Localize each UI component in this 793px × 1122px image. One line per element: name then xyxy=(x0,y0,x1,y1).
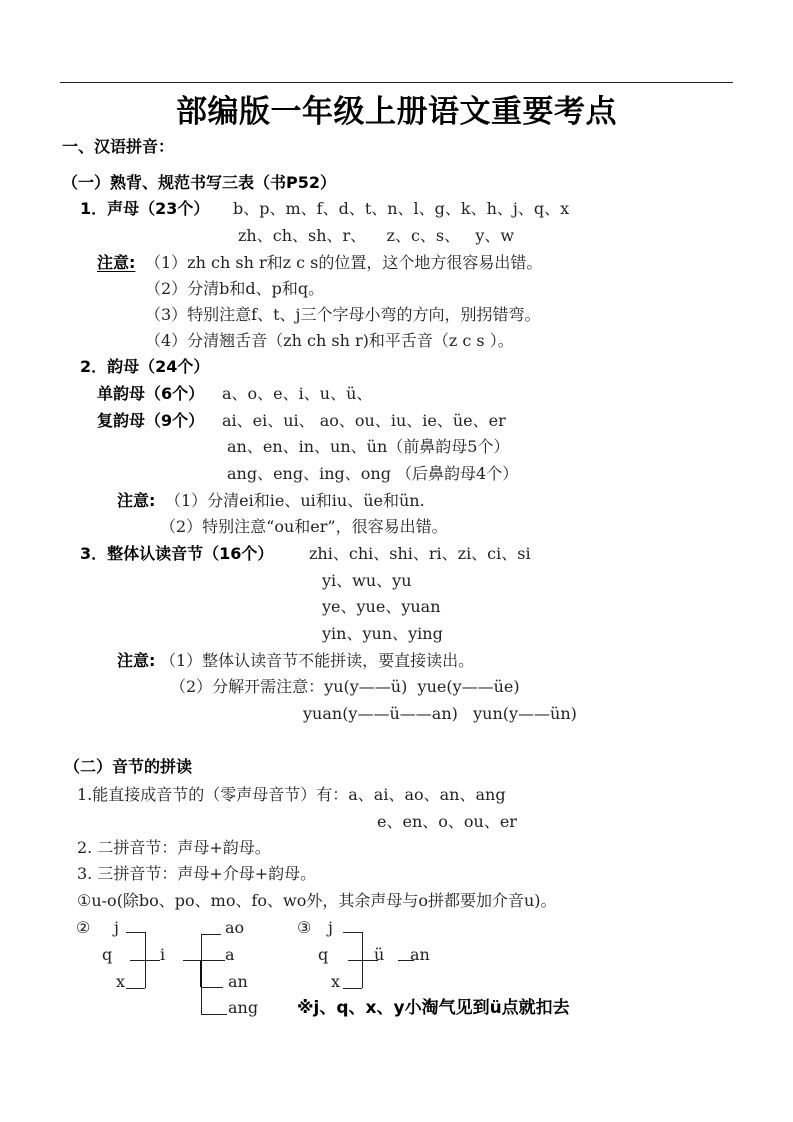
zhengti-note-1: （1）整体认读音节不能拼读，要直接读出。 xyxy=(160,651,475,670)
syllable-item-uo: ①u-o(除bo、po、mo、fo、wo外，其余声母与o拼都要加介音u)。 xyxy=(77,891,557,910)
zhengti-row-3: ye、yue、yuan xyxy=(322,597,441,616)
connector-line xyxy=(183,960,225,961)
branch-line xyxy=(200,960,202,987)
diagram-3-final: an xyxy=(410,945,430,964)
diagram-3-marker: ③ xyxy=(297,918,312,937)
mnemonic-tip: ※j、q、x、y小淘气见到ü点就扣去 xyxy=(297,998,570,1018)
header-rule xyxy=(60,82,733,83)
connector-line xyxy=(130,960,160,961)
zhengti-note-3: yuan(y——ü——an) yun(y——ün) xyxy=(303,704,577,723)
front-nasal-finals: an、en、in、un、ün（前鼻韵母5个） xyxy=(227,437,510,456)
diagram-2-final-ang: ang xyxy=(228,998,259,1017)
shengmu-note-1: （1）zh ch sh r和z c s的位置，这个地方很容易出错。 xyxy=(145,253,543,272)
branch-line xyxy=(201,1014,227,1015)
back-nasal-finals: ang、eng、ing、ong （后鼻韵母4个） xyxy=(227,464,519,483)
zhengti-note-2: （2）分解开需注意：yu(y——ü) yue(y——üe) xyxy=(170,677,520,696)
diagram-2-final-ao: ao xyxy=(225,918,245,937)
syllable-item-3: 3. 三拼音节：声母+介母+韵母。 xyxy=(77,864,317,883)
diagram-3-initial-j: j xyxy=(328,918,333,937)
diagram-2-marker: ② xyxy=(76,918,91,937)
zhengti-row-2: yi、wu、yu xyxy=(322,571,412,590)
zhengti-note-label: 注意: xyxy=(117,651,156,670)
bracket-line xyxy=(343,988,362,989)
diagram-3-initial-x: x xyxy=(331,972,341,991)
zhengti-row-4: yin、yun、ying xyxy=(322,624,443,643)
shengmu-row-1: b、p、m、f、d、t、n、l、g、k、h、j、q、x xyxy=(233,199,570,218)
yunmu-note-label: 注意: xyxy=(117,491,156,510)
zhengti-row-1: zhi、chi、shi、ri、zi、ci、si xyxy=(309,544,531,563)
section-heading-pinyin: 一、汉语拼音： xyxy=(62,137,175,156)
diagram-2-initial-j: j xyxy=(114,918,119,937)
shengmu-note-2: （2）分清b和d、p和q。 xyxy=(145,279,325,298)
diagram-2-initial-q: q xyxy=(102,945,113,964)
compound-yunmu-value: ai、ei、ui、 ao、ou、iu、ie、üe、er xyxy=(222,411,506,430)
diagram-3-medial: ü xyxy=(374,945,385,964)
syllable-item-2: 2. 二拼音节：声母+韵母。 xyxy=(77,838,271,857)
diagram-3-initial-q: q xyxy=(318,945,329,964)
zhengti-label: 3．整体认读音节（16个） xyxy=(80,544,274,563)
diagram-2-final-a: a xyxy=(225,945,235,964)
yunmu-note-2: （2）特别注意“ou和er”，很容易出错。 xyxy=(160,517,448,536)
single-yunmu-label: 单韵母（6个） xyxy=(97,384,205,403)
yunmu-label: 2．韵母（24个） xyxy=(80,357,210,376)
shengmu-note-4: （4）分清翘舌音（zh ch sh r)和平舌音（z c s ）。 xyxy=(145,331,514,350)
syllable-item-1-cont: e、en、o、ou、er xyxy=(377,812,517,831)
bracket-line xyxy=(126,932,145,933)
diagram-2-medial: i xyxy=(160,945,166,964)
subsection-heading-three-tables: （一）熟背、规范书写三表（书P52） xyxy=(62,173,336,192)
yunmu-note-1: （1）分清ei和ie、ui和iu、üe和ün. xyxy=(165,491,425,510)
syllable-item-1: 1.能直接成音节的（零声母音节）有：a、ai、ao、an、ang xyxy=(77,785,506,804)
shengmu-row-2: zh、ch、sh、r、 z、c、s、 y、w xyxy=(238,226,515,245)
page-title: 部编版一年级上册语文重要考点 xyxy=(176,94,617,130)
subsection-heading-syllable-reading: （二）音节的拼读 xyxy=(64,757,193,776)
compound-yunmu-label: 复韵母（9个） xyxy=(97,411,205,430)
shengmu-note-label: 注意: xyxy=(97,253,136,272)
shengmu-label: 1．声母（23个） xyxy=(80,199,210,218)
diagram-2-final-an: an xyxy=(228,972,248,991)
bracket-line xyxy=(126,988,145,989)
single-yunmu-value: a、o、e、i、u、ü、 xyxy=(222,384,373,403)
bracket-line xyxy=(343,932,362,933)
branch-line xyxy=(201,934,221,935)
shengmu-note-3: （3）特别注意f、t、j三个字母小弯的方向，别拐错弯。 xyxy=(145,305,541,324)
branch-line xyxy=(201,987,223,988)
diagram-2-initial-x: x xyxy=(116,972,126,991)
